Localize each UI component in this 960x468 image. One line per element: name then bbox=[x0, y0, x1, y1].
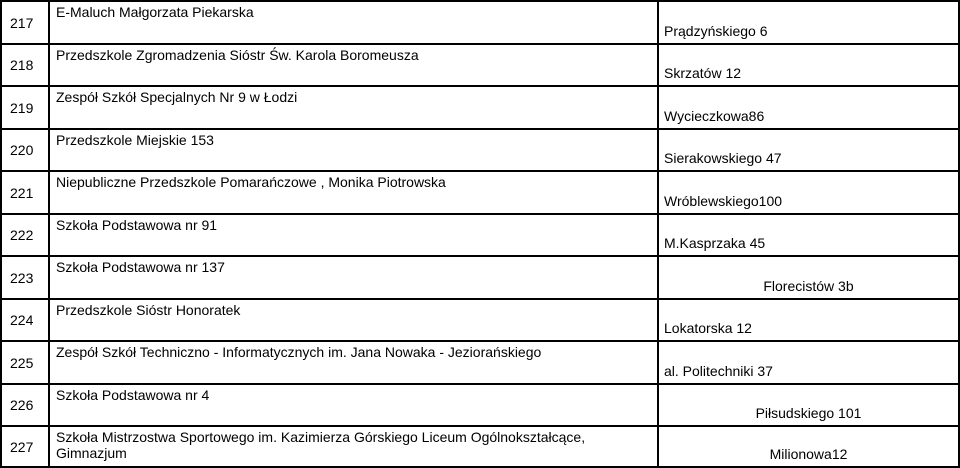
address-cell bbox=[657, 255, 960, 298]
row-number-cell: 219 bbox=[0, 85, 48, 128]
institution-name-cell: Niepubliczne Przedszkole Pomarańczowe , Monika Piotrowska bbox=[48, 170, 657, 213]
address-text: Wycieczkowa86 bbox=[664, 108, 765, 124]
institution-name-cell: Zespół Szkół Specjalnych Nr 9 w Łodzi bbox=[48, 85, 657, 128]
address-cell bbox=[657, 128, 960, 170]
institution-name-cell: Szkoła Mistrzostwa Sportowego im. Kazimierza Górskiego Liceum Ogólnokształcące, Gimnazjum bbox=[48, 425, 657, 468]
row-number-cell: 227 bbox=[0, 425, 48, 468]
institution-name-cell: Szkoła Podstawowa nr 137 bbox=[48, 255, 657, 298]
row-number-cell: 218 bbox=[0, 43, 48, 85]
address-text: Wróblewskiego100 bbox=[664, 193, 783, 209]
row-number-cell: 220 bbox=[0, 128, 48, 170]
row-number-cell: 226 bbox=[0, 383, 48, 425]
address-text: M.Kasprzaka 45 bbox=[664, 235, 766, 251]
address-text: al. Politechniki 37 bbox=[664, 363, 773, 379]
institution-name-cell: E-Maluch Małgorzata Piekarska bbox=[48, 0, 657, 43]
row-number-cell: 222 bbox=[0, 213, 48, 255]
institution-name-cell: Szkoła Podstawowa nr 4 bbox=[48, 383, 657, 425]
address-text: Lokatorska 12 bbox=[664, 320, 752, 336]
address-text: Milionowa12 bbox=[769, 446, 848, 462]
row-number-cell: 225 bbox=[0, 340, 48, 383]
address-cell bbox=[657, 425, 960, 468]
address-cell bbox=[657, 85, 960, 128]
institution-name-cell: Przedszkole Sióstr Honoratek bbox=[48, 298, 657, 340]
address-text: Skrzatów 12 bbox=[664, 65, 742, 81]
address-cell bbox=[657, 43, 960, 85]
address-cell bbox=[657, 0, 960, 43]
address-text: Florecistów 3b bbox=[763, 278, 854, 294]
address-cell bbox=[657, 340, 960, 383]
institution-name-cell: Szkoła Podstawowa nr 91 bbox=[48, 213, 657, 255]
address-cell bbox=[657, 383, 960, 425]
address-cell bbox=[657, 170, 960, 213]
institution-name-cell: Przedszkole Zgromadzenia Sióstr Św. Karola Boromeusza bbox=[48, 43, 657, 85]
row-number-cell: 223 bbox=[0, 255, 48, 298]
address-cell bbox=[657, 213, 960, 255]
row-number-cell: 224 bbox=[0, 298, 48, 340]
row-number-cell: 217 bbox=[0, 0, 48, 43]
address-text: Piłsudskiego 101 bbox=[755, 405, 862, 421]
address-cell bbox=[657, 298, 960, 340]
row-number-cell: 221 bbox=[0, 170, 48, 213]
institution-name-cell: Zespół Szkół Techniczno - Informatycznych im. Jana Nowaka - Jeziorańskiego bbox=[48, 340, 657, 383]
address-text: Prądzyńskiego 6 bbox=[664, 23, 768, 39]
institution-name-cell: Przedszkole Miejskie 153 bbox=[48, 128, 657, 170]
address-text: Sierakowskiego 47 bbox=[664, 150, 782, 166]
